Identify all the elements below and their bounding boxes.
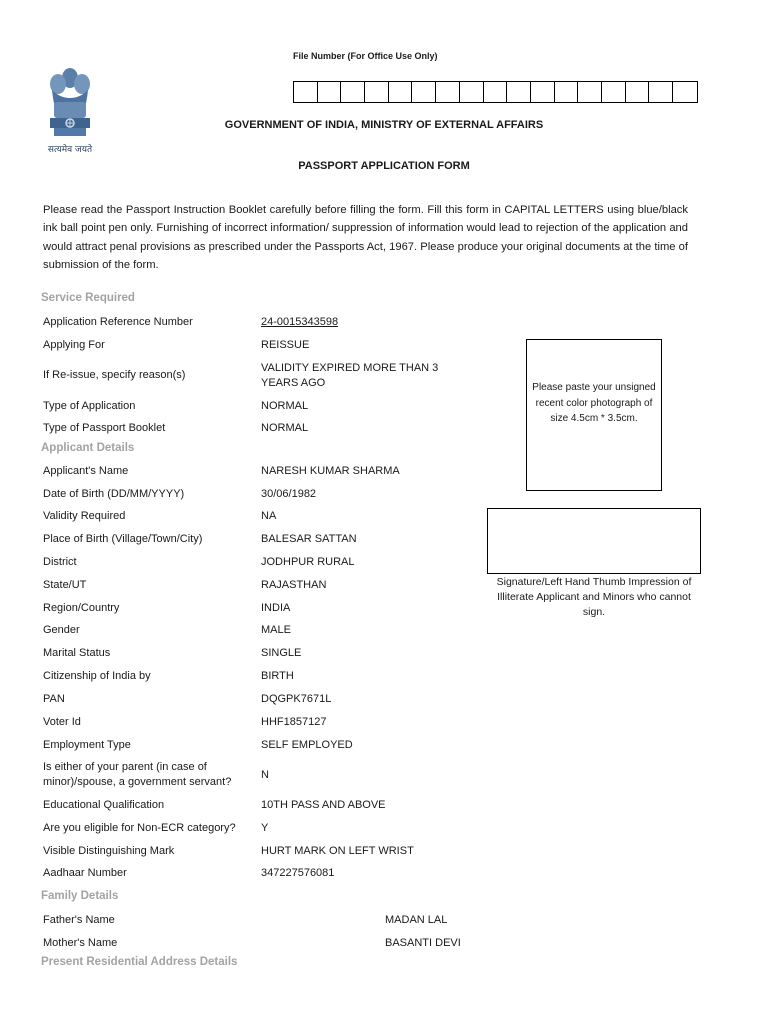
value-gender: MALE bbox=[261, 624, 291, 636]
label-mother-name: Mother's Name bbox=[43, 937, 118, 949]
label-type-of-passport-booklet: Type of Passport Booklet bbox=[43, 422, 166, 434]
government-heading: GOVERNMENT OF INDIA, MINISTRY OF EXTERNAL AFFAIRS bbox=[224, 119, 544, 131]
label-aadhaar-number: Aadhaar Number bbox=[43, 867, 127, 879]
label-date-of-birth: Date of Birth (DD/MM/YYYY) bbox=[43, 488, 185, 500]
file-number-box bbox=[484, 82, 508, 102]
form-title: PASSPORT APPLICATION FORM bbox=[298, 160, 470, 172]
file-number-box bbox=[412, 82, 436, 102]
value-applicant-name: NARESH KUMAR SHARMA bbox=[261, 465, 400, 477]
section-service-required: Service Required bbox=[41, 292, 135, 304]
label-applying-for: Applying For bbox=[43, 339, 105, 351]
file-number-box bbox=[389, 82, 413, 102]
file-number-box bbox=[341, 82, 365, 102]
label-gender: Gender bbox=[43, 624, 80, 636]
file-number-box bbox=[555, 82, 579, 102]
value-citizenship: BIRTH bbox=[261, 670, 294, 682]
file-number-box bbox=[578, 82, 602, 102]
value-district: JODHPUR RURAL bbox=[261, 556, 355, 568]
value-voter-id: HHF1857127 bbox=[261, 716, 327, 728]
label-applicant-name: Applicant's Name bbox=[43, 465, 129, 477]
label-district: District bbox=[43, 556, 77, 568]
file-number-box bbox=[294, 82, 318, 102]
section-applicant-details: Applicant Details bbox=[41, 442, 135, 454]
label-place-of-birth: Place of Birth (Village/Town/City) bbox=[43, 533, 203, 545]
emblem-motto: सत्यमेव जयते bbox=[47, 145, 93, 155]
label-educational-qualification: Educational Qualification bbox=[43, 799, 165, 811]
value-region-country: INDIA bbox=[261, 602, 291, 614]
file-number-box bbox=[460, 82, 484, 102]
file-number-box bbox=[507, 82, 531, 102]
signature-instructions: Signature/Left Hand Thumb Impression of Illiterate Applicant and Minors who cannot sign. bbox=[496, 576, 692, 618]
file-number-box bbox=[649, 82, 673, 102]
label-reissue-reason: If Re-issue, specify reason(s) bbox=[43, 369, 186, 381]
label-distinguishing-mark: Visible Distinguishing Mark bbox=[43, 845, 175, 857]
value-application-reference-number: 24-0015343598 bbox=[261, 316, 339, 328]
file-number-box bbox=[318, 82, 342, 102]
label-voter-id: Voter Id bbox=[43, 716, 81, 728]
file-number-box bbox=[602, 82, 626, 102]
file-number-box bbox=[436, 82, 460, 102]
file-number-box bbox=[365, 82, 389, 102]
file-number-box bbox=[531, 82, 555, 102]
label-parent-spouse-govt-servant: Is either of your parent (in case of minor)/spouse, a government servant? bbox=[43, 761, 232, 788]
value-pan: DQGPK7671L bbox=[261, 693, 332, 705]
instructions-paragraph: Please read the Passport Instruction Booklet carefully before filling the form. Fill this form in CAPITAL LETTERS using blue/black ink ball point pen only. Furnishing of incorrect information/ suppression of information would lead to rejection of the application and would attract penal provisions as prescribed under the Passports Act, 1967. Please produce your original documents at the time of submission of the form. bbox=[43, 204, 688, 271]
file-number-boxes bbox=[293, 81, 698, 103]
file-number-label: File Number (For Office Use Only) bbox=[293, 51, 438, 61]
label-non-ecr: Are you eligible for Non-ECR category? bbox=[43, 822, 236, 834]
value-father-name: MADAN LAL bbox=[385, 914, 448, 926]
value-aadhaar-number: 347227576081 bbox=[261, 867, 335, 879]
value-non-ecr: Y bbox=[261, 822, 269, 834]
label-citizenship: Citizenship of India by bbox=[43, 670, 151, 682]
value-state: RAJASTHAN bbox=[261, 579, 327, 591]
section-family-details: Family Details bbox=[41, 890, 119, 902]
label-type-of-application: Type of Application bbox=[43, 400, 136, 412]
section-present-address: Present Residential Address Details bbox=[41, 956, 238, 968]
value-applying-for: REISSUE bbox=[261, 339, 310, 351]
value-parent-spouse-govt-servant: N bbox=[261, 769, 269, 781]
photo-instructions: Please paste your unsigned recent color photograph of size 4.5cm * 3.5cm. bbox=[532, 382, 656, 424]
value-validity-required: NA bbox=[261, 510, 277, 522]
value-marital-status: SINGLE bbox=[261, 647, 302, 659]
value-educational-qualification: 10TH PASS AND ABOVE bbox=[261, 799, 386, 811]
value-date-of-birth: 30/06/1982 bbox=[261, 488, 317, 500]
value-type-of-passport-booklet: NORMAL bbox=[261, 422, 309, 434]
value-place-of-birth: BALESAR SATTAN bbox=[261, 533, 357, 545]
signature-box bbox=[487, 508, 701, 574]
value-mother-name: BASANTI DEVI bbox=[385, 937, 461, 949]
label-region-country: Region/Country bbox=[43, 602, 120, 614]
file-number-box bbox=[626, 82, 650, 102]
value-distinguishing-mark: HURT MARK ON LEFT WRIST bbox=[261, 845, 414, 857]
label-father-name: Father's Name bbox=[43, 914, 115, 926]
label-state: State/UT bbox=[43, 579, 87, 591]
label-validity-required: Validity Required bbox=[43, 510, 126, 522]
label-application-reference-number: Application Reference Number bbox=[43, 316, 193, 328]
file-number-box bbox=[673, 82, 697, 102]
value-employment-type: SELF EMPLOYED bbox=[261, 739, 353, 751]
label-marital-status: Marital Status bbox=[43, 647, 111, 659]
value-reissue-reason: VALIDITY EXPIRED MORE THAN 3 YEARS AGO bbox=[261, 362, 439, 389]
value-type-of-application: NORMAL bbox=[261, 400, 309, 412]
label-employment-type: Employment Type bbox=[43, 739, 131, 751]
label-pan: PAN bbox=[43, 693, 65, 705]
